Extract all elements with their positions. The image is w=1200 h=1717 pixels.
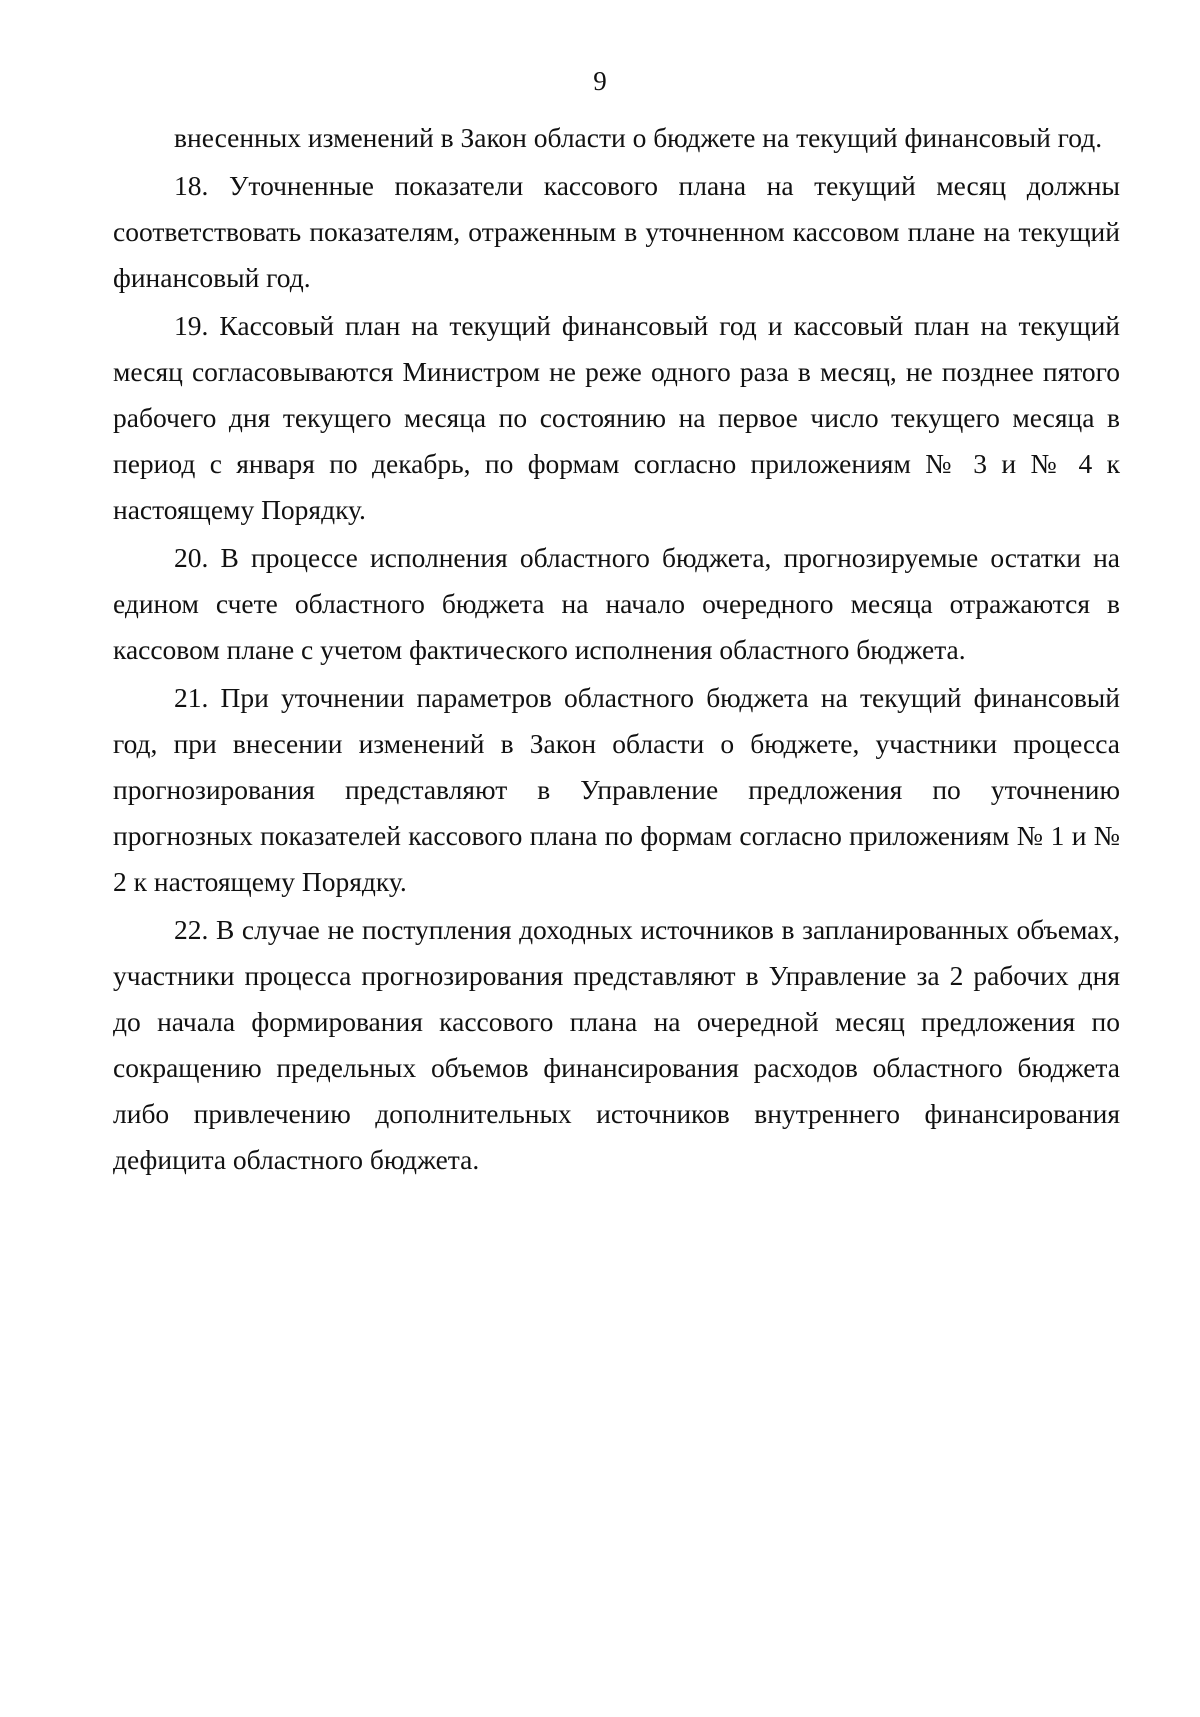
document-body (113, 115, 1120, 1183)
paragraph-21: 21. При уточнении параметров областного бюджета на текущий финансовый год, при внесении изменений в Закон области о бюджете, участники процесса прогнозирования представляют в Управление предложения по уточнению прогнозных показателей кассового плана по формам согласно приложениям № 1 и № 2 к настоящему Порядку. (113, 682, 1120, 897)
paragraph-19: 19. Кассовый план на текущий финансовый год и кассовый план на текущий месяц согласовываются Министром не реже одного раза в месяц, не позднее пятого рабочего дня текущего месяца по состоянию на первое число текущего месяца в период с января по декабрь, по формам согласно приложениям № 3 и № 4 к настоящему Порядку. (113, 310, 1120, 525)
paragraph-22: 22. В случае не поступления доходных источников в запланированных объемах, участники процесса прогнозирования представляют в Управление за 2 рабочих дня до начала формирования кассового плана на очередной месяц предложения по сокращению предельных объемов финансирования расходов областного бюджета либо привлечению дополнительных источников внутреннего финансирования дефицита областного бюджета. (113, 914, 1120, 1175)
page-number: 9 (593, 66, 607, 96)
paragraph-18: 18. Уточненные показатели кассового плана на текущий месяц должны соответствовать показателям, отраженным в уточненном кассовом плане на текущий финансовый год. (113, 170, 1120, 293)
paragraph-continuation: внесенных изменений в Закон области о бюджете на текущий финансовый год. (174, 122, 1103, 153)
paragraph-20: 20. В процессе исполнения областного бюджета, прогнозируемые остатки на едином счете областного бюджета на начало очередного месяца отражаются в кассовом плане с учетом фактического исполнения областного бюджета. (113, 542, 1120, 665)
